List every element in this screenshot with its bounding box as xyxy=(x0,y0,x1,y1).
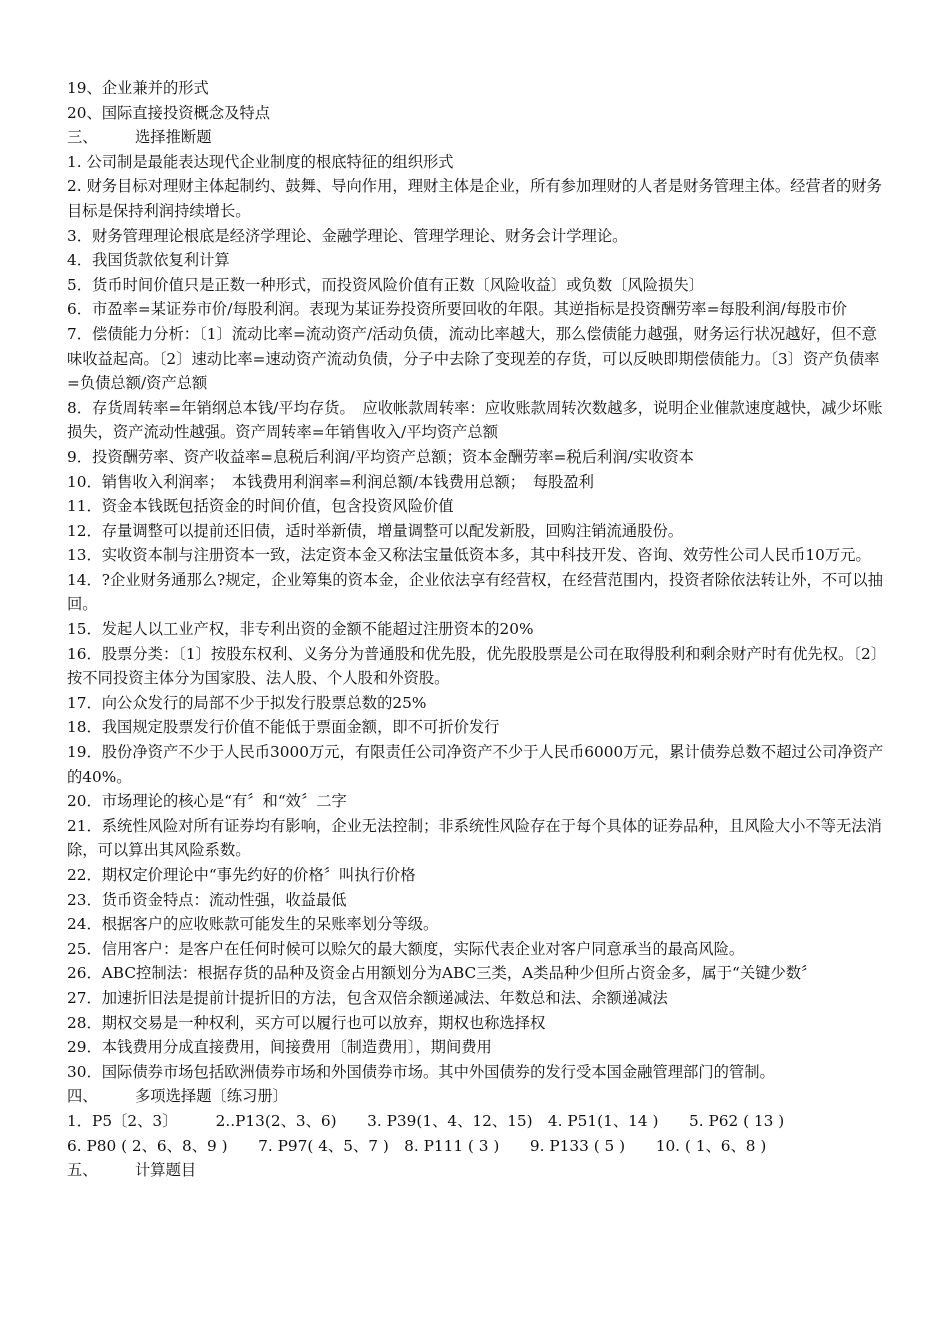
text-line: 19．股份净资产不少于人民币3000万元，有限责任公司净资产不少于人民币6000万元，累计债券总数不超过公司净资产的40%。 xyxy=(67,743,884,786)
text-line: 17．向公众发行的局部不少于拟发行股票总数的25% xyxy=(67,693,427,712)
text-line: 14．?企业财务通那么?规定，企业筹集的资本金，企业依法享有经营权，在经营范围内，投资者除依法转让外，不可以抽回。 xyxy=(67,570,884,614)
text-line: 28．期权交易是一种权利，买方可以履行也可以放弃，期权也称选择权 xyxy=(67,1013,546,1032)
text-line: 29．本钱费用分成直接费用，间接费用〔制造费用〕，期间费用 xyxy=(67,1038,492,1057)
section-title: 多项选择题〔练习册〕 xyxy=(135,1087,288,1106)
text-line: 9．投资酬劳率、资产收益率=息税后利润/平均资产总额；资本金酬劳率=税后利润/实收资本 xyxy=(67,447,694,466)
text-line: 30．国际债券市场包括欧洲债券市场和外国债券市场。其中外国债券的发行受本国金融管理部门的管制。 xyxy=(67,1062,775,1081)
text-line: 27．加速折旧法是提前计提折旧的方法，包含双倍余额递减法、年数总和法、余额递减法 xyxy=(67,988,668,1007)
text-line: 1. 公司制是最能表达现代企业制度的根底特征的组织形式 xyxy=(67,152,454,171)
text-line: 26．ABC控制法：根据存货的品种及资金占用额划分为ABC三类，A类品种少但所占资金多，属于“关键少数〞 xyxy=(67,964,817,983)
text-line: 24．根据客户的应收账款可能发生的呆账率划分等级。 xyxy=(67,915,439,934)
text-line: 13．实收资本制与注册资本一致，法定资本金又称法宝量低资本多，其中科技开发、咨询、效劳性公司人民币10万元。 xyxy=(67,546,871,565)
section-title: 计算题目 xyxy=(135,1161,197,1180)
text-line: 6. P80 ( 2、6、8、9 ) 7. P97( 4、5、7 ) 8. P111 ( 3 ) 9. P133 ( 5 ) 10. ( 1、6、8 ) xyxy=(67,1136,767,1155)
text-line: 10．销售收入利润率； 本钱费用利润率=利润总额/本钱费用总额； 每股盈利 xyxy=(67,472,594,491)
text-line: 21．系统性风险对所有证券均有影响，企业无法控制；非系统性风险存在于每个具体的证券品种，且风险大小不等无法消除，可以算出其风险系数。 xyxy=(67,816,882,860)
text-line: 11．资金本钱既包括资金的时间价值，包含投资风险价值 xyxy=(67,497,454,516)
text-line: 2. 财务目标对理财主体起制约、鼓舞、导向作用，理财主体是企业，所有参加理财的人者是财务管理主体。经营者的财务目标是保持利润持续增长。 xyxy=(67,177,882,220)
section-number: 五、 xyxy=(67,1161,98,1180)
text-line: 22．期权定价理论中“事先约好的价格〞叫执行价格 xyxy=(67,866,416,884)
section-title: 选择推断题 xyxy=(135,128,212,147)
text-line: 20．市场理论的核心是“有〞和“效〞二字 xyxy=(67,792,347,811)
text-line: 3．财务管理理论根底是经济学理论、金融学理论、管理学理论、财务会计学理论。 xyxy=(67,226,628,245)
section-heading xyxy=(67,1158,886,1183)
text-line: 23．货币资金特点：流动性强，收益最低 xyxy=(67,890,347,909)
text-line: 1．P5〔2、3〕 2..P13(2、3、6) 3. P39(1、4、12、15) 4. P51(1、14 ) 5. P62 ( 13 ) xyxy=(67,1111,785,1130)
text-line: 7．偿债能力分析：〔1〕流动比率=流动资产/活动负债，流动比率越大，那么偿债能力越强，财务运行状况越好，但不意味收益起高。〔2〕速动比率=速动资产流动负债，分子中去除了变现差的存货，可以反映即期偿债能力。〔3〕资产负债率=负债总额/资产总额 xyxy=(67,324,880,393)
text-line: 8．存货周转率=年销纲总本钱/平均存货。 应收帐款周转率：应收账款周转次数越多，说明企业催款速度越快，减少坏账损失，资产流动性越强。资产周转率=年销售收入/平均资产总额 xyxy=(67,398,883,442)
section-number: 四、 xyxy=(67,1087,98,1106)
text-line: 6．市盈率=某证券市价/每股利润。表现为某证券投资所要回收的年限。其逆指标是投资酬劳率=每股利润/每股市价 xyxy=(67,300,847,319)
text-line: 19、企业兼并的形式 xyxy=(67,79,209,97)
text-line: 15．发起人以工业产权，非专利出资的金额不能超过注册资本的20% xyxy=(67,620,534,639)
section-number: 三、 xyxy=(67,128,98,147)
text-line: 25．信用客户：是客户在任何时候可以赊欠的最大额度，实际代表企业对客户同意承当的最高风险。 xyxy=(67,939,745,958)
text-line: 12．存量调整可以提前还旧债，适时举新债，增量调整可以配发新股，回购注销流通股份。 xyxy=(67,521,684,540)
text-line: 4．我国货款依复利计算 xyxy=(67,251,230,270)
text-line: 18．我国规定股票发行价值不能低于票面金额，即不可折价发行 xyxy=(67,718,500,737)
text-line: 20、国际直接投资概念及特点 xyxy=(67,103,271,122)
text-line: 5．货币时间价值只是正数一种形式，而投资风险价值有正数〔风险收益〕或负数〔风险损失〕 xyxy=(67,275,704,294)
section-heading xyxy=(67,1084,886,1109)
section-heading xyxy=(67,125,886,150)
text-line: 16．股票分类：〔1〕按股东权利、义务分为普通股和优先股，优先股股票是公司在取得股利和剩余财产时有优先权。〔2〕按不同投资主体分为国家股、法人股、个人股和外资股。 xyxy=(67,644,879,688)
